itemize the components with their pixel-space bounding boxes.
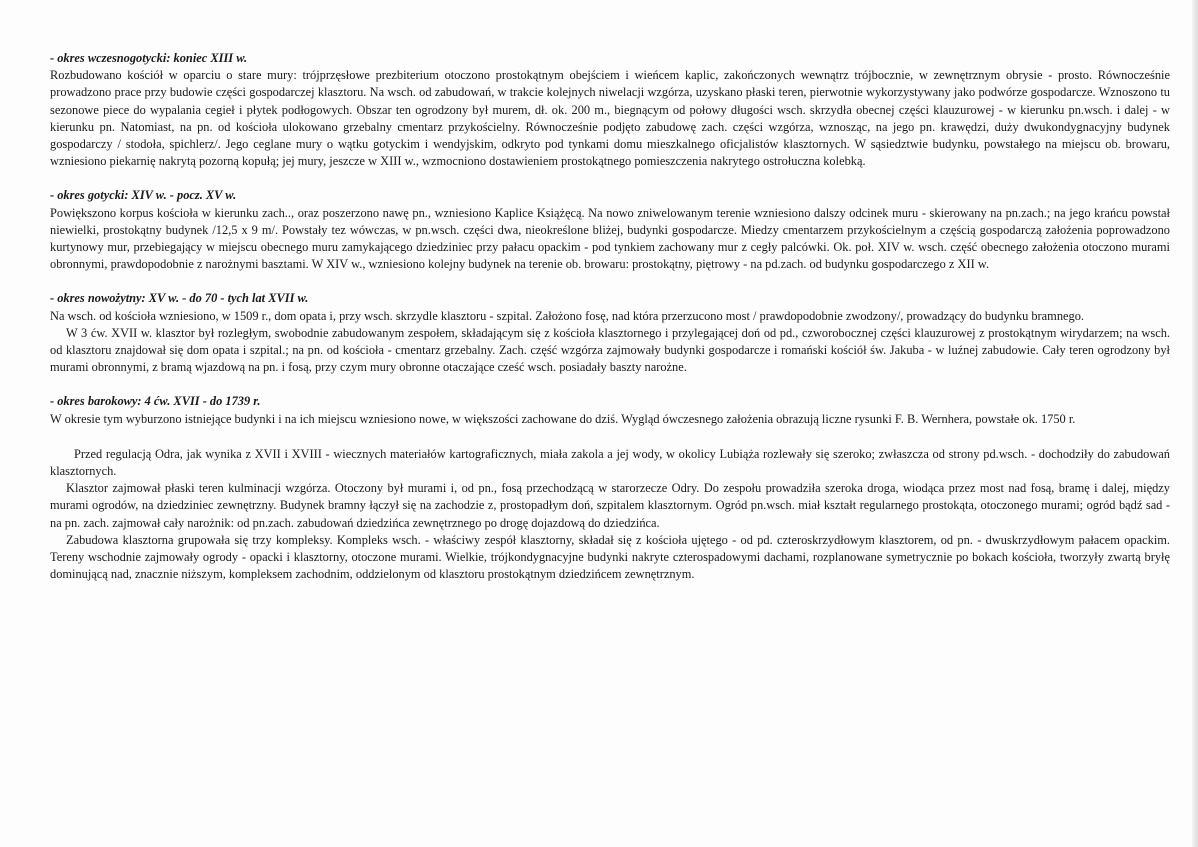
section-heading-gothic: - okres gotycki: XIV w. - pocz. XV w. [50, 188, 237, 203]
section-heading-baroque: - okres barokowy: 4 ćw. XVII - do 1739 r. [50, 394, 261, 409]
section-text-early-gothic: Rozbudowano kościół w oparciu o stare mury: trójprzęsłowe prezbiterium otoczono prostokątnym obejściem i wieńcem kaplic, zakończonych wewnątrz trójbocznie, w zewnętrznym obrysie - prosto. Równocześnie prowadzono prace przy budowie części gospodarczej klasztoru. Na wsch. od zabudowań, w trakcie kolejnych niwelacji wzgórza, uzyskano płaski teren, pierwotnie wykorzystywany jako podwórze gospodarcze. Wznoszono tu sezonowe piece do wypalania cegieł i płytek podłogowych. Obszar ten ogrodzony był murem, dł. ok. 200 m., biegnącym od połowy długości wsch. skrzydła obecnej części klauzurowej - w kierunku pn.wsch. i dalej - w kierunku pn. Natomiast, na pn. od kościoła ulokowano grzebalny cmentarz przykościelny. Równocześnie podjęto zabudowę zach. części wzgórza, wznosząc, na jego pn. krawędzi, duży dwukondygnacyjny budynek gospodarczy / stodoła, spichlerz/. Jego ceglane mury o wątku gotyckim i wendyjskim, odkryto pod tynkami domu mieszkalnego oficjalistów klasztornych. W sąsiedztwie budynku, powstałego na miejscu ob. browaru, wzniesiono piekarnię nakrytą pozorną kopułą; jej mury, jeszcze w XIII w., wzmocniono dostawieniem prostokątnego pomieszczenia nakrytego ostrołuczna kolebką. [50, 68, 1170, 169]
section-text-modern-1: Na wsch. od kościoła wzniesiono, w 1509 r., dom opata i, przy wsch. skrzydle klasztoru - szpital. Założono fosę, nad która przerzucono most / prawdopodobnie zwodzony/, prowadzący do budynku bramnego. [50, 308, 1085, 323]
closing-paragraph-complexes: Zabudowa klasztorna grupowała się trzy kompleksy. Kompleks wsch. - właściwy zespół klasztorny, składał się z kościoła ujętego - od pd. czteroskrzydłowym klasztorem, od pn. - dwuskrzydłowym pałacem opackim. Tereny wschodnie zajmowały ogrody - opacki i klasztorny, otoczone murami. Wielkie, trójkondygnacyjne budynki nakryte czterospadowymi dachami, rozplanowane symetrycznie po bokach kościoła, tworzyły zwartą bryłę dominującą nad, znacznie niższym, kompleksem zachodnim, oddzielonym od klasztoru prostokątnym dziedzińcem zewnętrznym. [50, 532, 1170, 582]
section-text-gothic: Powiększono korpus kościoła w kierunku zach.., oraz poszerzono nawę pn., wzniesiono Kaplice Książęcą. Na nowo zniwelowanym terenie wzniesiono dalszy odcinek muru - skierowany na pn.zach.; na jego krańcu powstał niewielki, prostokątny budynek /12,5 x 9 m/. Powstały tez wówczas, w pn.wsch. części dwa, nieokreślone bliżej, budynki gospodarcze. Miedzy cmentarzem przykościelnym a częścią gospodarczą założenia poprowadzono kurtynowy mur, przebiegający w miejscu obecnego muru zamykającego dziedziniec przy pałacu opackim - pod tynkiem zachowany mur z cegły palcówki. Ok. poł. XIV w. wsch. część obecnego założenia otoczono murami obronnymi, prawdopodobnie z narożnymi basztami. W XIV w., wzniesiono kolejny budynek na terenie ob. browaru: prostokątny, piętrowy - na pd.zach. od budynku gospodarczego z XII w. [50, 205, 1170, 272]
section-heading-modern: - okres nowożytny: XV w. - do 70 - tych lat XVII w. [50, 291, 309, 306]
section-text-modern-2: W 3 ćw. XVII w. klasztor był rozległym, swobodnie zabudowanym zespołem, składającym się z kościoła klasztornego i przylegającej doń od pd., czworobocznej części klauzurowej z prostokątnym wirydarzem; na wsch. od klasztoru znajdował się dom opata i szpital.; na pn. od kościoła - cmentarz grzebalny. Zach. część wzgórza zajmowały budynki gospodarcze i romański kościół św. Jakuba - w luźnej zabudowie. Cały teren ogrodzony był murami obronnymi, z bramą wjazdową na pn. i fosą, przy czym mury obronne otaczające cześć wsch. posiadały baszty narożne. [50, 325, 1170, 375]
closing-paragraph-monastery-site: Klasztor zajmował płaski teren kulminacji wzgórza. Otoczony był murami i, od pn., fosą przechodzącą w starorzecze Odry. Do zespołu prowadziła szeroka droga, wiodąca przez most nad fosą, bramę i dalej, między murami ogrodów, na dziedziniec zewnętrzny. Budynek bramny łączył się na zachodzie z, prostopadłym doń, szpitalem klasztornym. Ogród pn.wsch. miał kształt regularnego prostokąta, otoczonego murami; ogród bądź sad - na pn. zach. zajmował cały narożnik: od pn.zach. zabudowań dziedzińca zewnętrznego po drogę dojazdową do dziedzińca. [50, 481, 1170, 530]
section-heading-early-gothic: - okres wczesnogotycki: koniec XIII w. [50, 51, 248, 65]
section-text-baroque: W okresie tym wyburzono istniejące budynki i na ich miejscu wzniesiono nowe, w większości zachowane do dziś. Wygląd ówczesnego założenia obrazują liczne rysunki F. B. Wernhera, powstałe ok. 1750 r. [50, 411, 1076, 426]
document-body [50, 50, 1170, 583]
page-edge-shadow [1192, 0, 1198, 847]
closing-paragraph-odra: Przed regulacją Odra, jak wynika z XVII i XVIII - wiecznych materiałów kartograficznych, miała zakola a jej wody, w okolicy Lubiąża rozlewały się szeroko; zwłaszcza od strony pd.wsch. - dochodziły do zabudowań klasztornych. [50, 446, 1170, 479]
